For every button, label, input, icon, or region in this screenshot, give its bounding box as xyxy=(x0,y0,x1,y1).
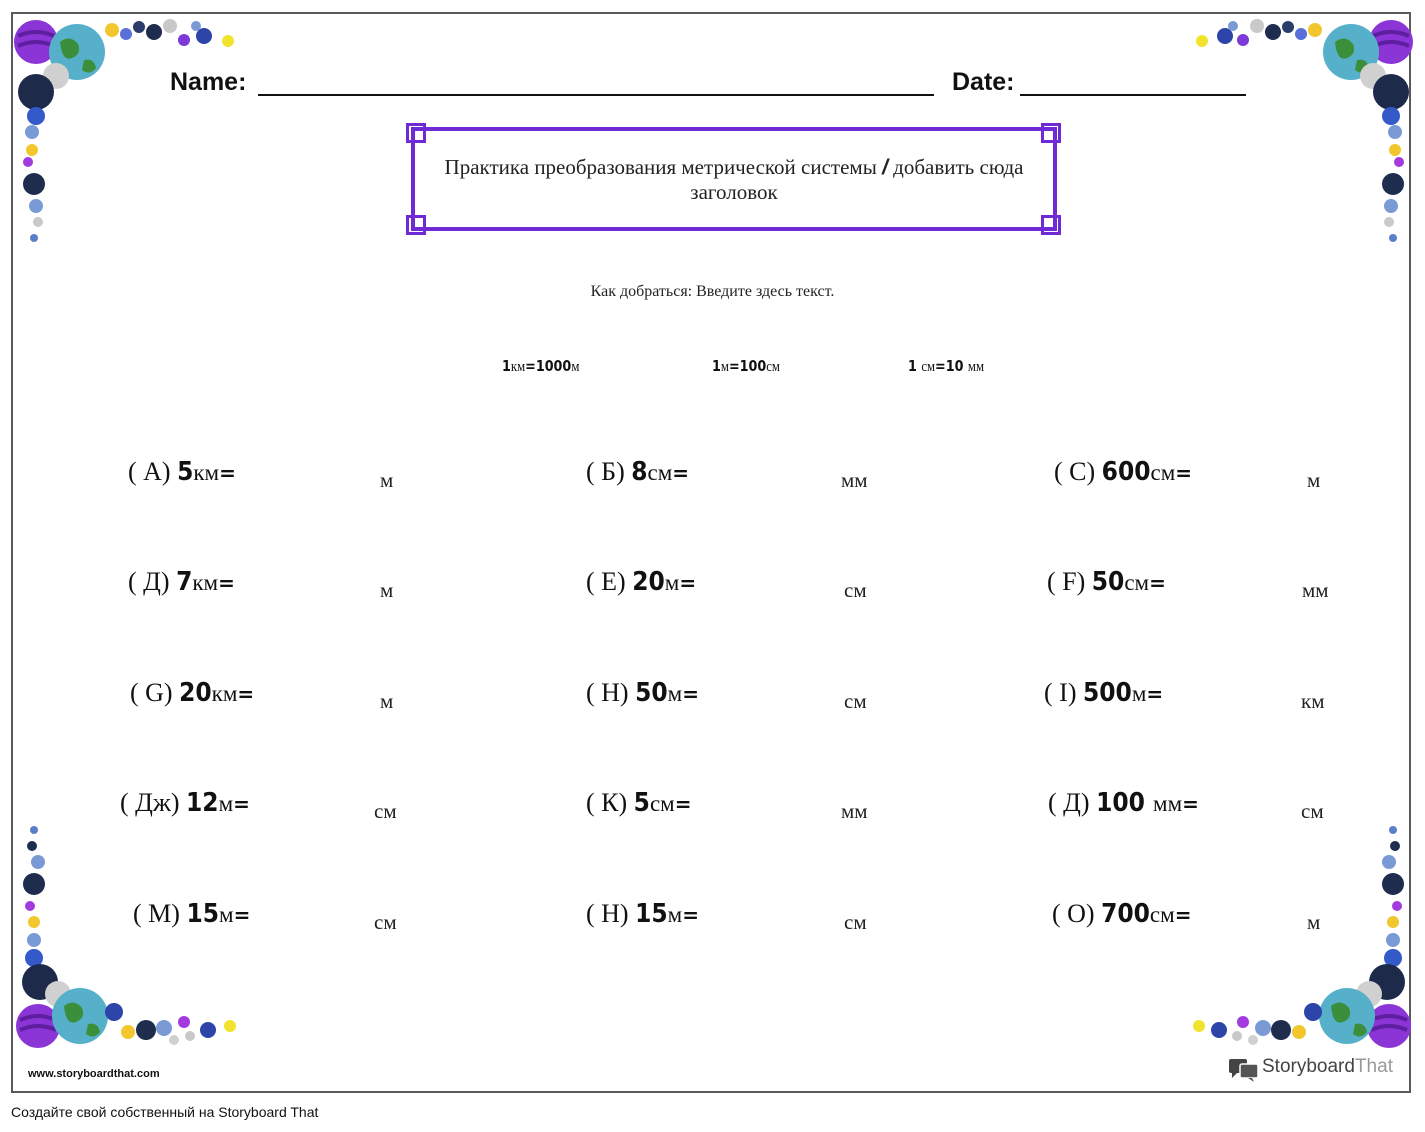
problem-unit: мм xyxy=(1153,791,1183,816)
problem-number: 15 xyxy=(186,899,219,929)
title-text-before: Практика преобразования метрической системы xyxy=(444,155,883,179)
reference-unit: см xyxy=(766,359,780,375)
problem-number: 15 xyxy=(635,899,668,929)
problem-d xyxy=(128,567,235,597)
problem-label: ( G) xyxy=(130,678,180,707)
equals-sign: = xyxy=(674,792,692,816)
equals-sign: = xyxy=(1174,903,1192,927)
problem-label: ( Н) xyxy=(586,899,636,928)
problem-number: 5 xyxy=(177,457,194,487)
problem-number: 50 xyxy=(1091,567,1125,597)
problem-e xyxy=(586,567,696,597)
problem-unit: м xyxy=(219,902,234,927)
reference-unit: м xyxy=(571,359,580,375)
problem-i xyxy=(1044,678,1163,708)
problem-unit: см xyxy=(1150,460,1176,485)
problem-label: ( H) xyxy=(586,678,636,707)
worksheet-title xyxy=(435,155,1033,204)
title-box[interactable] xyxy=(411,127,1057,231)
problem-label: ( О) xyxy=(1052,899,1102,928)
create-your-own-link[interactable]: Создайте свой собственный на Storyboard That xyxy=(11,1104,319,1120)
planets-decoration-bottom-right xyxy=(1185,822,1415,1057)
answer-unit: м xyxy=(380,468,394,492)
reference-conversion xyxy=(908,357,984,376)
name-field[interactable] xyxy=(258,94,934,96)
reference-conversion xyxy=(712,357,780,376)
problem-unit: м xyxy=(218,791,234,816)
equals-sign: = xyxy=(682,903,699,927)
problem-label: ( М) xyxy=(133,899,187,928)
problem-a xyxy=(128,457,236,487)
answer-unit: м xyxy=(1307,910,1321,934)
equals-sign: = xyxy=(219,461,236,485)
equals-sign: = xyxy=(1146,682,1164,706)
problem-number: 20 xyxy=(179,678,212,708)
problem-unit: км xyxy=(193,460,220,485)
problem-l xyxy=(1048,788,1199,818)
brand-part-2: That xyxy=(1354,1056,1393,1077)
answer-unit: см xyxy=(844,578,867,602)
problem-unit: м xyxy=(664,570,680,595)
title-box-handle-top-left xyxy=(406,123,426,143)
reference-unit: мм xyxy=(967,359,985,375)
problem-h xyxy=(586,678,699,708)
problem-label: ( А) xyxy=(128,457,178,486)
answer-unit: см xyxy=(1301,799,1324,823)
reference-conversion xyxy=(502,357,579,376)
answer-unit: см xyxy=(374,910,397,934)
problem-label: ( К) xyxy=(586,788,634,817)
answer-unit: км xyxy=(1301,689,1325,713)
answer-unit: см xyxy=(374,799,397,823)
title-box-handle-bottom-right xyxy=(1041,215,1061,235)
problem-label: ( Дж) xyxy=(120,788,187,817)
reference-unit: м xyxy=(720,359,729,375)
planets-decoration-bottom-left xyxy=(14,822,244,1057)
problem-number: 7 xyxy=(176,567,193,597)
storyboard-that-logo-icon xyxy=(1228,1056,1260,1082)
problem-f xyxy=(1047,567,1166,597)
problem-unit: м xyxy=(1131,681,1147,706)
reference-value: =1000 xyxy=(525,357,572,375)
problem-number: 100 xyxy=(1096,788,1154,818)
title-box-handle-top-right xyxy=(1041,123,1061,143)
date-label: Date: xyxy=(952,68,1015,96)
reference-unit: см xyxy=(921,359,936,375)
title-text-after: добавить сюда заголовок xyxy=(690,155,1024,204)
problem-number: 50 xyxy=(635,678,668,708)
answer-unit: м xyxy=(380,578,394,602)
problem-number: 8 xyxy=(631,457,648,487)
problem-unit: см xyxy=(647,460,673,485)
planets-decoration-top-left xyxy=(14,14,247,249)
storyboard-that-brand xyxy=(1262,1056,1393,1078)
brand-part-1: Storyboard xyxy=(1262,1056,1355,1077)
planets-decoration-top-right xyxy=(1185,14,1415,249)
problem-unit: км xyxy=(192,570,219,595)
footer-url: www.storyboardthat.com xyxy=(28,1068,160,1080)
problem-unit: см xyxy=(1149,902,1175,927)
problem-number: 700 xyxy=(1101,899,1150,929)
problem-number: 20 xyxy=(632,567,665,597)
problem-label: ( Е) xyxy=(586,567,633,596)
problem-label: ( Д) xyxy=(1048,788,1097,817)
problem-number: 600 xyxy=(1101,457,1151,487)
title-separator: / xyxy=(882,156,888,179)
date-field[interactable] xyxy=(1020,94,1246,96)
title-box-handle-bottom-left xyxy=(406,215,426,235)
problem-unit: м xyxy=(667,681,683,706)
problem-number: 5 xyxy=(633,788,650,818)
problem-unit: см xyxy=(1124,570,1150,595)
reference-number: 1 xyxy=(908,357,922,375)
answer-unit: мм xyxy=(841,468,868,492)
problem-number: 12 xyxy=(186,788,219,818)
equals-sign: = xyxy=(1182,792,1199,816)
reference-unit: км xyxy=(510,359,526,375)
problem-unit: м xyxy=(667,902,683,927)
equals-sign: = xyxy=(218,571,235,595)
reference-value: =100 xyxy=(728,357,767,375)
problem-number: 500 xyxy=(1082,678,1132,708)
problem-j xyxy=(120,788,250,818)
problem-label: ( Б) xyxy=(586,457,632,486)
problem-label: ( Д) xyxy=(128,567,177,596)
answer-unit: мм xyxy=(841,799,868,823)
equals-sign: = xyxy=(682,682,699,706)
equals-sign: = xyxy=(233,903,251,927)
name-label: Name: xyxy=(170,68,247,96)
problem-c xyxy=(1054,457,1192,487)
equals-sign: = xyxy=(1149,571,1166,595)
problem-unit: км xyxy=(211,681,238,706)
answer-unit: мм xyxy=(1302,578,1329,602)
problem-o xyxy=(1052,899,1191,929)
problem-label: ( F) xyxy=(1047,567,1092,596)
reference-value: =10 xyxy=(935,357,968,375)
equals-sign: = xyxy=(1175,461,1193,485)
problem-m xyxy=(133,899,250,929)
reference-number: 1 xyxy=(712,357,721,375)
answer-unit: см xyxy=(844,910,867,934)
problem-unit: см xyxy=(649,791,675,816)
equals-sign: = xyxy=(233,792,250,816)
answer-unit: м xyxy=(1307,468,1321,492)
reference-number: 1 xyxy=(502,357,511,375)
problem-g xyxy=(130,678,254,708)
equals-sign: = xyxy=(679,571,697,595)
problem-n xyxy=(586,899,699,929)
problem-k xyxy=(586,788,691,818)
problem-b xyxy=(586,457,689,487)
instructions-text: Как добраться: Введите здесь текст. xyxy=(590,283,835,300)
equals-sign: = xyxy=(237,682,255,706)
answer-unit: см xyxy=(844,689,867,713)
problem-label: ( I) xyxy=(1044,678,1083,707)
problem-label: ( С) xyxy=(1054,457,1102,486)
answer-unit: м xyxy=(380,689,394,713)
equals-sign: = xyxy=(672,461,690,485)
